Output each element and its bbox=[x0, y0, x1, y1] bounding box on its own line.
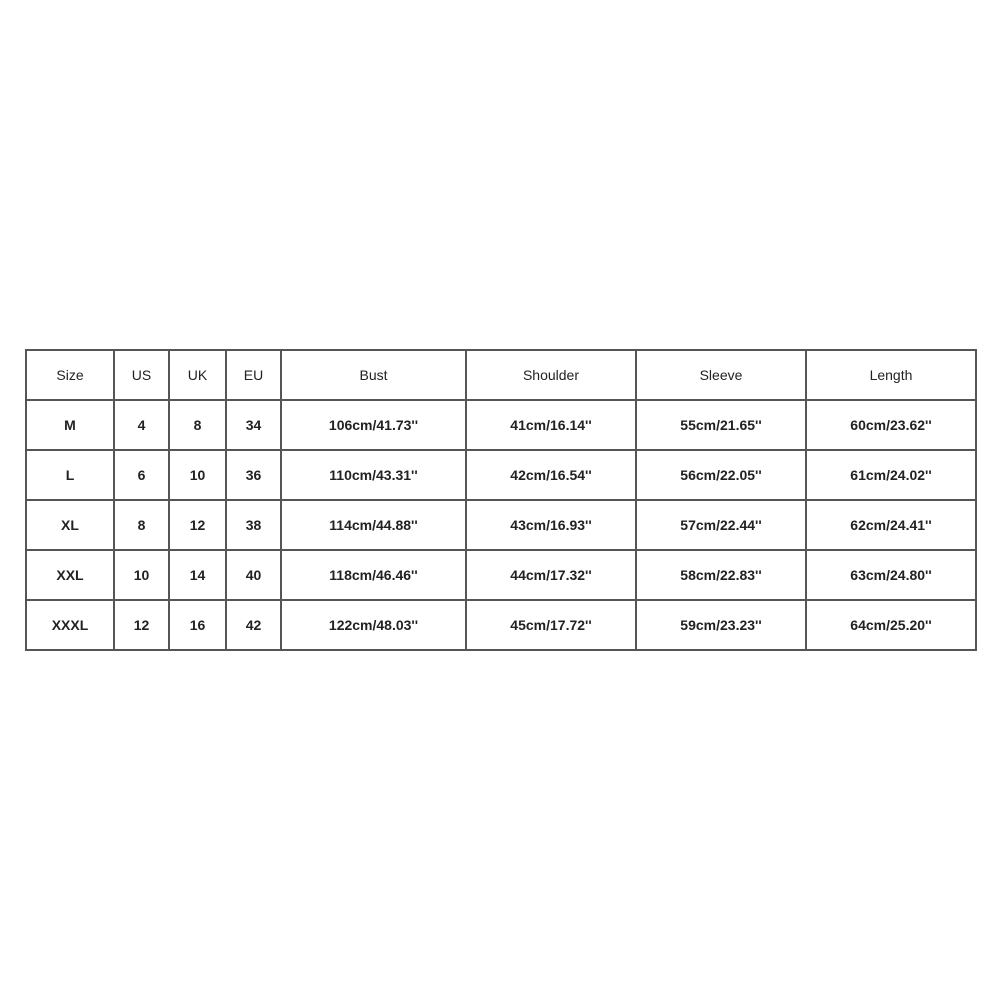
table-row bbox=[26, 600, 976, 650]
header-cell-size: Size bbox=[26, 350, 114, 400]
cell-sleeve: 56cm/22.05'' bbox=[636, 450, 806, 500]
header-cell-uk: UK bbox=[169, 350, 226, 400]
header-cell-us: US bbox=[114, 350, 169, 400]
cell-bust: 118cm/46.46'' bbox=[281, 550, 466, 600]
header-cell-bust: Bust bbox=[281, 350, 466, 400]
cell-size: M bbox=[26, 400, 114, 450]
table-row bbox=[26, 500, 976, 550]
cell-uk: 8 bbox=[169, 400, 226, 450]
header-cell-sleeve: Sleeve bbox=[636, 350, 806, 400]
cell-uk: 14 bbox=[169, 550, 226, 600]
cell-eu: 36 bbox=[226, 450, 281, 500]
cell-length: 60cm/23.62'' bbox=[806, 400, 976, 450]
cell-shoulder: 42cm/16.54'' bbox=[466, 450, 636, 500]
cell-size: XXL bbox=[26, 550, 114, 600]
cell-us: 8 bbox=[114, 500, 169, 550]
cell-length: 62cm/24.41'' bbox=[806, 500, 976, 550]
header-row bbox=[26, 350, 976, 400]
cell-size: L bbox=[26, 450, 114, 500]
cell-sleeve: 59cm/23.23'' bbox=[636, 600, 806, 650]
table-row bbox=[26, 450, 976, 500]
cell-length: 64cm/25.20'' bbox=[806, 600, 976, 650]
cell-bust: 122cm/48.03'' bbox=[281, 600, 466, 650]
cell-shoulder: 45cm/17.72'' bbox=[466, 600, 636, 650]
cell-uk: 12 bbox=[169, 500, 226, 550]
cell-eu: 38 bbox=[226, 500, 281, 550]
cell-bust: 110cm/43.31'' bbox=[281, 450, 466, 500]
table-row bbox=[26, 400, 976, 450]
cell-length: 63cm/24.80'' bbox=[806, 550, 976, 600]
cell-eu: 34 bbox=[226, 400, 281, 450]
header-cell-length: Length bbox=[806, 350, 976, 400]
cell-eu: 42 bbox=[226, 600, 281, 650]
cell-us: 4 bbox=[114, 400, 169, 450]
cell-shoulder: 44cm/17.32'' bbox=[466, 550, 636, 600]
cell-size: XL bbox=[26, 500, 114, 550]
cell-uk: 16 bbox=[169, 600, 226, 650]
size-chart-table bbox=[25, 349, 977, 651]
cell-uk: 10 bbox=[169, 450, 226, 500]
cell-sleeve: 58cm/22.83'' bbox=[636, 550, 806, 600]
cell-shoulder: 43cm/16.93'' bbox=[466, 500, 636, 550]
cell-sleeve: 57cm/22.44'' bbox=[636, 500, 806, 550]
cell-us: 10 bbox=[114, 550, 169, 600]
cell-bust: 114cm/44.88'' bbox=[281, 500, 466, 550]
cell-bust: 106cm/41.73'' bbox=[281, 400, 466, 450]
cell-shoulder: 41cm/16.14'' bbox=[466, 400, 636, 450]
cell-size: XXXL bbox=[26, 600, 114, 650]
table-row bbox=[26, 550, 976, 600]
cell-eu: 40 bbox=[226, 550, 281, 600]
header-cell-eu: EU bbox=[226, 350, 281, 400]
cell-us: 6 bbox=[114, 450, 169, 500]
cell-length: 61cm/24.02'' bbox=[806, 450, 976, 500]
header-cell-shoulder: Shoulder bbox=[466, 350, 636, 400]
cell-sleeve: 55cm/21.65'' bbox=[636, 400, 806, 450]
cell-us: 12 bbox=[114, 600, 169, 650]
